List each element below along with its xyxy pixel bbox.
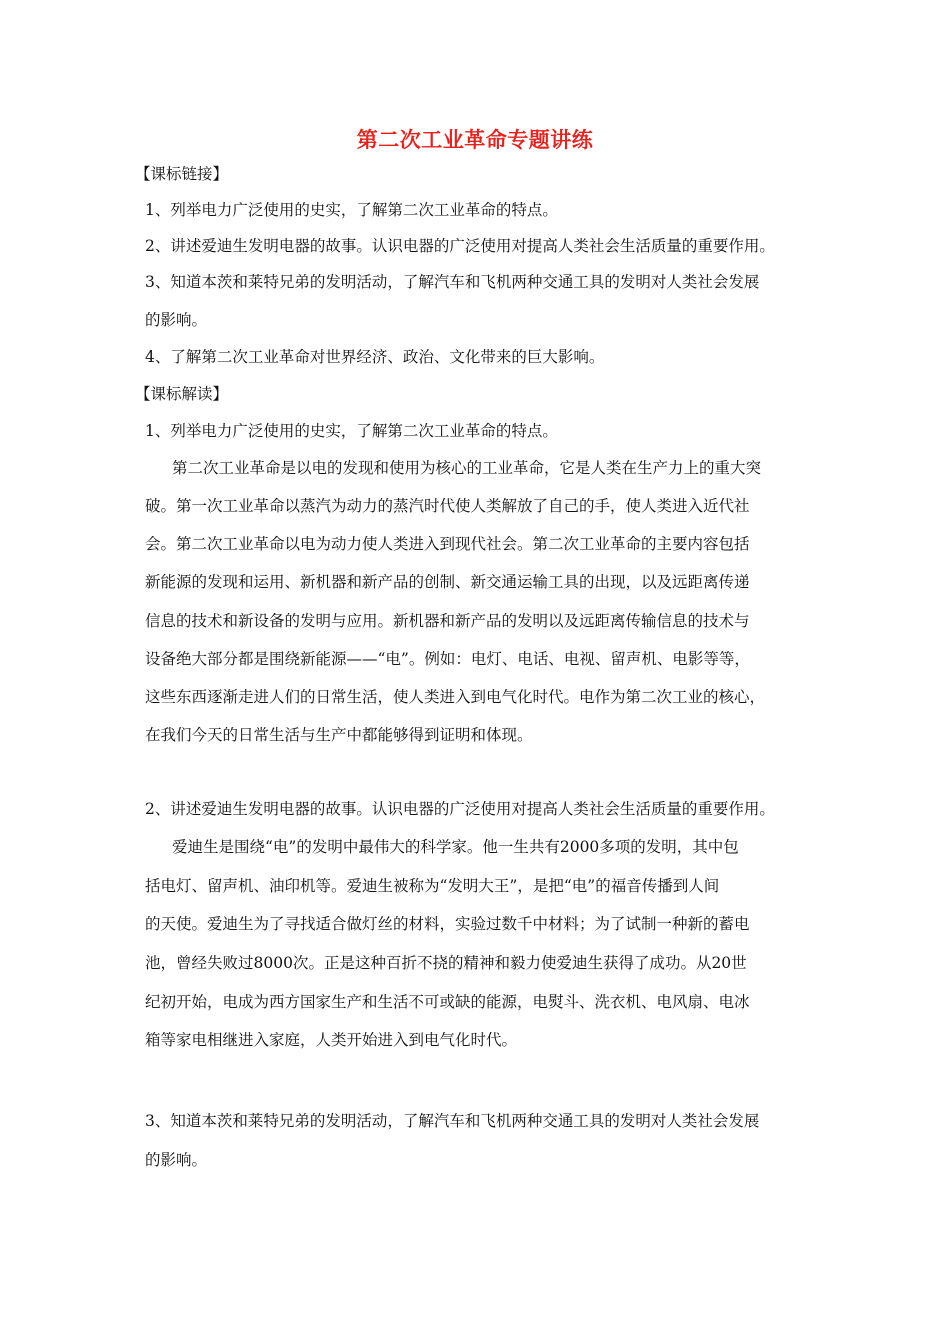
paragraph-line: 纪初开始，电成为西方国家生产和生活不可或缺的能源，电熨斗、洗衣机、电风扇、电冰 <box>145 993 750 1011</box>
point-title: 3、知道本茨和莱特兄弟的发明活动，了解汽车和飞机两种交通工具的发明对人类社会发展 <box>145 1112 760 1130</box>
paragraph-line: 爱迪生是围绕“电”的发明中最伟大的科学家。他一生共有2000多项的发明，其中包 <box>172 838 739 856</box>
paragraph-line: 箱等家电相继进入家庭，人类开始进入到电气化时代。 <box>145 1031 518 1049</box>
curriculum-item: 1、列举电力广泛使用的史实，了解第二次工业革命的特点。 <box>145 201 558 219</box>
curriculum-item: 3、知道本茨和莱特兄弟的发明活动，了解汽车和飞机两种交通工具的发明对人类社会发展 <box>145 273 760 291</box>
curriculum-item: 4、了解第二次工业革命对世界经济、政治、文化带来的巨大影响。 <box>145 348 605 366</box>
curriculum-item: 2、讲述爱迪生发明电器的故事。认识电器的广泛使用对提高人类社会生活质量的重要作用。 <box>145 237 775 255</box>
paragraph-line: 这些东西逐渐走进人们的日常生活，使人类进入到电气化时代。电作为第二次工业的核心， <box>145 688 766 706</box>
paragraph-line: 括电灯、留声机、油印机等。爱迪生被称为“发明大王”，是把“电”的福音传播到人间 <box>145 877 720 895</box>
section-heading-curriculum-interpretation: 【课标解读】 <box>135 385 229 403</box>
point-title: 2、讲述爱迪生发明电器的故事。认识电器的广泛使用对提高人类社会生活质量的重要作用。 <box>145 800 775 818</box>
paragraph-line: 在我们今天的日常生活与生产中都能够得到证明和体现。 <box>145 726 533 744</box>
paragraph-line: 设备绝大部分都是围绕新能源——“电”。例如：电灯、电话、电视、留声机、电影等等， <box>145 650 750 668</box>
paragraph-line: 第二次工业革命是以电的发现和使用为核心的工业革命，它是人类在生产力上的重大突 <box>172 459 762 477</box>
paragraph-line: 信息的技术和新设备的发明与应用。新机器和新产品的发明以及远距离传输信息的技术与 <box>145 612 750 630</box>
point-title: 1、列举电力广泛使用的史实，了解第二次工业革命的特点。 <box>145 422 558 440</box>
page-title: 第二次工业革命专题讲练 <box>356 127 594 152</box>
point-title: 的影响。 <box>145 1151 208 1169</box>
paragraph-line: 会。第二次工业革命以电为动力使人类进入到现代社会。第二次工业革命的主要内容包括 <box>145 535 750 553</box>
paragraph-line: 池，曾经失败过8000次。正是这种百折不挠的精神和毅力使爱迪生获得了成功。从20世 <box>145 954 747 972</box>
section-heading-curriculum-link: 【课标链接】 <box>135 165 229 183</box>
paragraph-line: 新能源的发现和运用、新机器和新产品的创制、新交通运输工具的出现，以及远距离传递 <box>145 573 750 591</box>
curriculum-item: 的影响。 <box>145 311 208 329</box>
paragraph-line: 的天使。爱迪生为了寻找适合做灯丝的材料，实验过数千中材料；为了试制一种新的蓄电 <box>145 915 750 933</box>
paragraph-line: 破。第一次工业革命以蒸汽为动力的蒸汽时代使人类解放了自己的手，使人类进入近代社 <box>145 497 750 515</box>
